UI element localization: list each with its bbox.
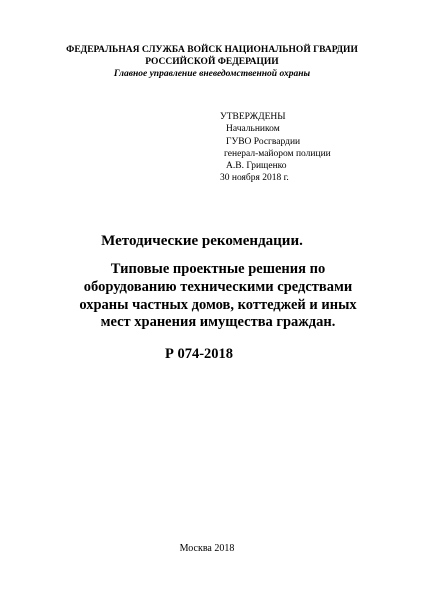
document-code: Р 074-2018	[164, 346, 234, 362]
approval-label: УТВЕРЖДЕНЫ	[220, 112, 286, 122]
approval-date: 30 ноября 2018 г.	[220, 173, 289, 184]
document-title-line: мест хранения имущества граждан.	[100, 314, 336, 331]
agency-header	[30, 44, 394, 80]
approval-line-3: генерал-майором полиции	[224, 148, 331, 159]
document-title-line: оборудованию техническими средствами	[83, 278, 353, 295]
approval-line-1: Начальником	[226, 124, 280, 135]
department-name: Главное управление вневедомственной охраны	[113, 69, 311, 79]
document-type: Методические рекомендации.	[101, 233, 303, 249]
place-and-year: Москва 2018	[179, 543, 235, 554]
document-title-line: Типовые проектные решения по	[110, 261, 326, 277]
agency-name-line-2: РОССИЙСКОЙ ФЕДЕРАЦИИ	[145, 57, 279, 67]
approval-block	[220, 111, 331, 185]
approval-line-2: ГУВО Росгвардии	[226, 136, 301, 147]
agency-name-line-1: ФЕДЕРАЛЬНАЯ СЛУЖБА ВОЙСК НАЦИОНАЛЬНОЙ ГВАРДИИ	[66, 45, 358, 55]
approval-line-4: А.В. Грищенко	[226, 161, 287, 172]
document-title-line: охраны частных домов, коттеджей и иных	[79, 296, 357, 313]
document-title	[66, 261, 370, 332]
